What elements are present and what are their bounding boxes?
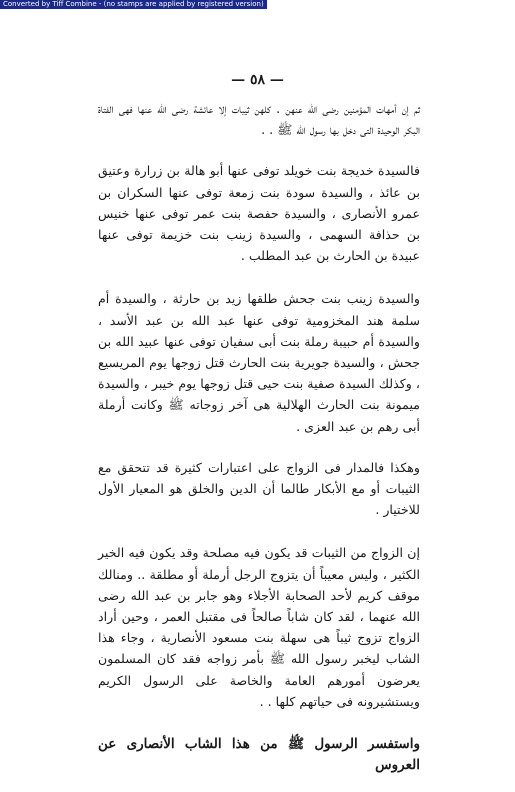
page-body: [98, 98, 420, 792]
paragraph-closing-line: واستفسر الرسول ﷺ من هذا الشاب الأنصارى عن العروس: [98, 736, 420, 774]
page-number: — ٥٨ —: [231, 72, 284, 88]
paragraph-marriage-criteria: وهكذا فالمدار فى الزواج على اعتبارات كثيرة قد تتحقق مع الثيبات أو مع الأبكار طالما أن الدين والخلق هو المعيار الأول للاختيار .: [98, 459, 420, 518]
paragraph-mothers-of-believers: ثم إن أمهات المؤمنين رضى الله عنهن . كلهن ثيبات إلا عائشة رضى الله عنها فهى الفتاة البكر الوحيدة التى دخل بها رسول الله ﷺ . .: [98, 101, 420, 138]
paragraph-jabir-story: إن الزواج من الثيبات قد يكون فيه مصلحة وقد يكون فيه الخير الكثير ، وليس معيباً أن يتزوج الرجل أرملة أو مطلقة .. ومنالك موقف كريم لأحد الصحابة الأجلاء وهو جابر بن عبد الله رضى الله عنهما ، لقد كان شاباً صالحاً فى مقتبل العمر ، وحين أراد الزواج تزوج ثيباً هى سهلة بنت مسعود الأنصارية ، وجاء هذا الشاب ليخبر رسول الله ﷺ بأمر زواجه فقد كان المسلمون يعرضون أمورهم العامة والخاصة على الرسول الكريم ويستشيرونه فى حياتهم كلها . .: [98, 545, 420, 709]
paragraph-first-wives: فالسيدة خديجة بنت خويلد توفى عنها أبو هالة بن زرارة وعتيق بن عائذ ، والسيدة سودة بنت زمعة توفى عنها السكران بن عمرو الأنصارى ، والسيدة حفصة بنت عمر توفى عنها خنيس بن حذافة السهمى ، والسيدة زينب بنت خزيمة توفى عنها عبيدة بن الحارث بن عبد المطلب .: [98, 163, 420, 264]
converter-watermark: Converted by Tiff Combine - (no stamps are applied by registered version): [0, 0, 267, 9]
paragraph-later-wives: والسيدة زينب بنت جحش طلقها زيد بن حارثة ، والسيدة أم سلمة هند المخزومية توفى عنها عبد الله بن عبد الأسد ، والسيدة أم حبيبة رملة بنت أبى سفيان توفى عنها عبيد الله بن جحش ، والسيدة جويرية بنت الحارث قتل زوجها يوم المريسيع ، وكذلك السيدة صفية بنت حيى قتل زوجها يوم خيبر ، والسيدة ميمونة بنت الحارث الهلالية هى آخر زوجاته ﷺ وكانت أرملة أبى رهم بن عبد العزى .: [98, 291, 420, 434]
